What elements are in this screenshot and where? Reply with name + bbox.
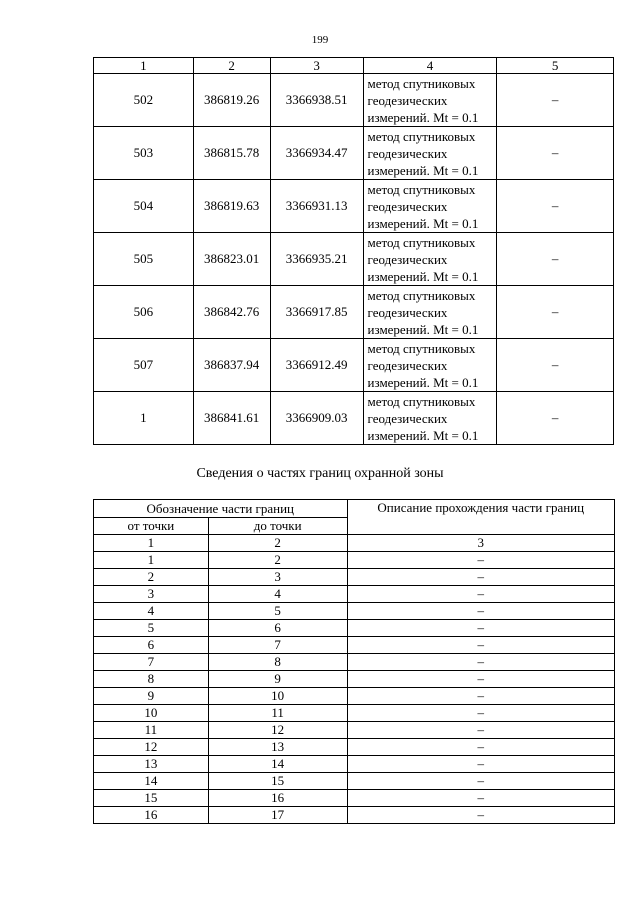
method-line: геодезических [367,145,448,161]
method-line: измерений. Mt = 0.1 [367,109,479,125]
section-title: Сведения о частях границ охранной зоны [196,466,444,481]
column-number: 2 [208,535,347,552]
to-point: 15 [208,773,347,790]
column-header: 1 [94,58,194,74]
coordinate-row [94,233,614,286]
method-line: измерений. Mt = 0.1 [367,162,479,178]
to-point: 13 [208,739,347,756]
point-number: 1 [94,392,194,445]
from-point: 1 [94,552,209,569]
method-line: метод спутниковых [367,340,476,356]
part-description: – [347,637,615,654]
coordinate-row [94,286,614,339]
method-line: измерений. Mt = 0.1 [367,374,479,390]
boundary-part-row [94,637,615,654]
method-line: измерений. Mt = 0.1 [367,215,479,231]
method-line: геодезических [367,92,448,108]
point-number: 504 [94,180,194,233]
x-coordinate: 386823.01 [193,233,270,286]
note-cell: – [497,180,614,233]
to-point: 2 [208,552,347,569]
from-point-header: от точки [94,518,209,535]
part-description: – [347,705,615,722]
y-coordinate: 3366935.21 [270,233,363,286]
boundary-part-row [94,620,615,637]
boundary-part-row [94,756,615,773]
to-point: 7 [208,637,347,654]
method-line: метод спутниковых [367,234,476,250]
method-line: измерений. Mt = 0.1 [367,268,479,284]
part-description: – [347,790,615,807]
boundary-part-row [94,773,615,790]
boundary-part-row [94,654,615,671]
to-point: 9 [208,671,347,688]
designation-header: Обозначение части границ [94,500,348,518]
method-line: метод спутниковых [367,181,476,197]
from-point: 6 [94,637,209,654]
to-point: 4 [208,586,347,603]
part-description: – [347,671,615,688]
from-point: 13 [94,756,209,773]
x-coordinate: 386837.94 [193,339,270,392]
method-line: геодезических [367,304,448,320]
x-coordinate: 386842.76 [193,286,270,339]
boundary-part-row [94,739,615,756]
x-coordinate: 386815.78 [193,127,270,180]
method-description [363,286,497,339]
to-point: 12 [208,722,347,739]
from-point: 2 [94,569,209,586]
to-point: 14 [208,756,347,773]
part-description: – [347,756,615,773]
from-point: 16 [94,807,209,824]
to-point: 17 [208,807,347,824]
method-line: метод спутниковых [367,287,476,303]
coordinates-header-row [94,58,614,74]
column-number: 1 [94,535,209,552]
coordinate-row [94,392,614,445]
boundary-parts-table [93,499,615,824]
note-cell: – [497,286,614,339]
page-number: 199 [311,34,329,46]
boundary-part-row [94,586,615,603]
part-description: – [347,722,615,739]
y-coordinate: 3366931.13 [270,180,363,233]
boundary-part-row [94,552,615,569]
part-description: – [347,773,615,790]
parts-column-numbers-row [94,535,615,552]
from-point: 15 [94,790,209,807]
y-coordinate: 3366917.85 [270,286,363,339]
note-cell: – [497,233,614,286]
method-description [363,233,497,286]
method-description [363,180,497,233]
column-header: 4 [363,58,497,74]
boundary-part-row [94,603,615,620]
x-coordinate: 386819.63 [193,180,270,233]
method-description [363,74,497,127]
y-coordinate: 3366934.47 [270,127,363,180]
coordinate-row [94,339,614,392]
note-cell: – [497,392,614,445]
coordinate-row [94,127,614,180]
boundary-part-row [94,790,615,807]
boundary-part-row [94,807,615,824]
to-point: 10 [208,688,347,705]
from-point: 4 [94,603,209,620]
from-point: 12 [94,739,209,756]
boundary-part-row [94,671,615,688]
column-header: 5 [497,58,614,74]
x-coordinate: 386841.61 [193,392,270,445]
method-line: геодезических [367,198,448,214]
from-point: 10 [94,705,209,722]
to-point: 8 [208,654,347,671]
column-number: 3 [347,535,615,552]
from-point: 11 [94,722,209,739]
part-description: – [347,552,615,569]
method-line: геодезических [367,410,448,426]
from-point: 7 [94,654,209,671]
x-coordinate: 386819.26 [193,74,270,127]
point-number: 506 [94,286,194,339]
boundary-part-row [94,722,615,739]
method-line: геодезических [367,357,448,373]
method-line: геодезических [367,251,448,267]
from-point: 14 [94,773,209,790]
y-coordinate: 3366909.03 [270,392,363,445]
point-number: 503 [94,127,194,180]
boundary-part-row [94,569,615,586]
point-number: 507 [94,339,194,392]
y-coordinate: 3366938.51 [270,74,363,127]
method-line: измерений. Mt = 0.1 [367,427,479,443]
method-line: метод спутниковых [367,128,476,144]
boundary-part-row [94,688,615,705]
note-cell: – [497,127,614,180]
point-number: 502 [94,74,194,127]
to-point: 16 [208,790,347,807]
to-point: 5 [208,603,347,620]
coordinate-row [94,74,614,127]
part-description: – [347,739,615,756]
column-header: 2 [193,58,270,74]
from-point: 3 [94,586,209,603]
boundary-part-row [94,705,615,722]
parts-header-row [94,500,615,518]
column-header: 3 [270,58,363,74]
method-description [363,392,497,445]
coordinate-row [94,180,614,233]
point-number: 505 [94,233,194,286]
note-cell: – [497,339,614,392]
coordinates-table [93,57,614,445]
description-header: Описание прохождения части границ [347,500,615,535]
to-point: 3 [208,569,347,586]
to-point: 11 [208,705,347,722]
method-description [363,127,497,180]
part-description: – [347,654,615,671]
part-description: – [347,807,615,824]
part-description: – [347,620,615,637]
from-point: 8 [94,671,209,688]
to-point-header: до точки [208,518,347,535]
method-line: метод спутниковых [367,393,476,409]
part-description: – [347,586,615,603]
y-coordinate: 3366912.49 [270,339,363,392]
part-description: – [347,569,615,586]
method-line: измерений. Mt = 0.1 [367,321,479,337]
part-description: – [347,603,615,620]
note-cell: – [497,74,614,127]
from-point: 9 [94,688,209,705]
from-point: 5 [94,620,209,637]
method-description [363,339,497,392]
part-description: – [347,688,615,705]
method-line: метод спутниковых [367,75,476,91]
to-point: 6 [208,620,347,637]
